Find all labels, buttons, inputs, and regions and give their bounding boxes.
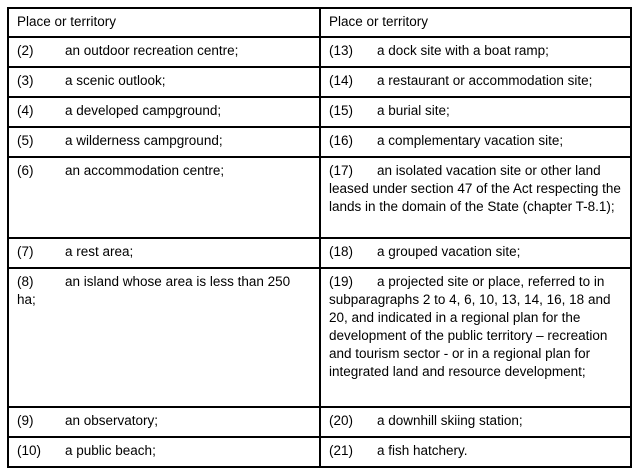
- cell-item-13: [320, 37, 631, 67]
- item-text: a projected site or place, referred to in subparagraphs 2 to 4, 6, 10, 13, 14, 16, 18 and 20, and indicated in a regional plan for the development of the public territory – recreation and tourism sector - or in a regional plan for integrated land and resource development;: [329, 274, 611, 379]
- item-number: (17): [329, 163, 354, 178]
- cell-item-14: [320, 67, 631, 97]
- table-row: [8, 238, 631, 268]
- table-row: [8, 157, 631, 238]
- item-number: (19): [329, 274, 354, 289]
- table-row: [8, 268, 631, 407]
- cell-item-19: [320, 268, 631, 407]
- header-row: [8, 8, 631, 37]
- cell-item-20: [320, 407, 631, 437]
- item-number: (9): [17, 413, 34, 428]
- item-text: an accommodation centre;: [65, 163, 225, 178]
- item-number: (16): [329, 133, 354, 148]
- item-number: (2): [17, 43, 34, 58]
- item-text: a rest area;: [65, 244, 134, 259]
- place-or-territory-table: [7, 7, 632, 468]
- item-number: (10): [17, 443, 42, 458]
- item-text: a wilderness campground;: [65, 133, 223, 148]
- cell-item-16: [320, 127, 631, 157]
- item-number: (15): [329, 103, 354, 118]
- item-number: (8): [17, 274, 34, 289]
- item-text: a downhill skiing station;: [377, 413, 523, 428]
- item-text: a developed campground;: [65, 103, 222, 118]
- item-number: (3): [17, 73, 34, 88]
- item-number: (7): [17, 244, 34, 259]
- item-text: a scenic outlook;: [65, 73, 166, 88]
- cell-item-5: [8, 127, 320, 157]
- item-number: (4): [17, 103, 34, 118]
- item-number: (13): [329, 43, 354, 58]
- cell-item-8: [8, 268, 320, 407]
- table-row: [8, 127, 631, 157]
- cell-item-6: [8, 157, 320, 238]
- item-text: a fish hatchery.: [377, 443, 468, 458]
- column-header-right: Place or territory: [320, 8, 631, 37]
- item-number: (14): [329, 73, 354, 88]
- item-text: an observatory;: [65, 413, 159, 428]
- table-row: [8, 67, 631, 97]
- table-row: [8, 407, 631, 437]
- item-number: (18): [329, 244, 354, 259]
- cell-item-7: [8, 238, 320, 268]
- item-text: a grouped vacation site;: [377, 244, 521, 259]
- column-header-left: Place or territory: [8, 8, 320, 37]
- item-text: a public beach;: [65, 443, 156, 458]
- item-text: an outdoor recreation centre;: [65, 43, 239, 58]
- table-row: [8, 97, 631, 127]
- item-text: an island whose area is less than 250 ha;: [17, 274, 291, 307]
- item-text: a dock site with a boat ramp;: [377, 43, 549, 58]
- cell-item-15: [320, 97, 631, 127]
- item-number: (6): [17, 163, 34, 178]
- item-text: an isolated vacation site or other land leased under section 47 of the Act respecting the lands in the domain of the State (chapter T-8.1);: [329, 163, 621, 214]
- cell-item-3: [8, 67, 320, 97]
- cell-item-4: [8, 97, 320, 127]
- item-text: a complementary vacation site;: [377, 133, 564, 148]
- table-row: [8, 37, 631, 67]
- item-text: a burial site;: [377, 103, 450, 118]
- cell-item-9: [8, 407, 320, 437]
- item-number: (20): [329, 413, 354, 428]
- item-number: (5): [17, 133, 34, 148]
- cell-item-17: [320, 157, 631, 238]
- table-row: [8, 437, 631, 467]
- cell-item-21: [320, 437, 631, 467]
- item-number: (21): [329, 443, 354, 458]
- item-text: a restaurant or accommodation site;: [377, 73, 593, 88]
- cell-item-2: [8, 37, 320, 67]
- cell-item-10: [8, 437, 320, 467]
- cell-item-18: [320, 238, 631, 268]
